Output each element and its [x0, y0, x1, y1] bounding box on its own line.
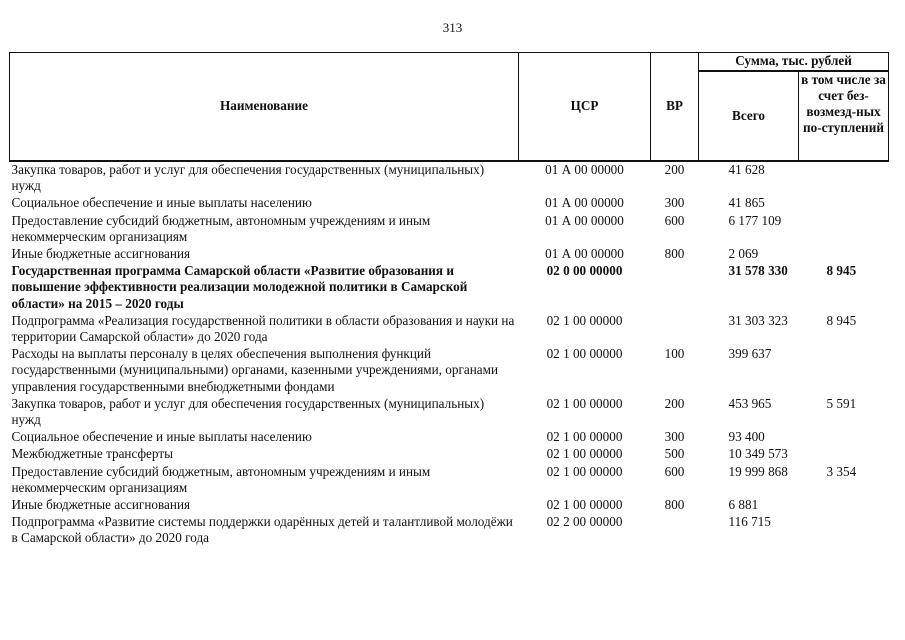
cell-vr: 200: [664, 395, 685, 411]
cell-csr: 01 А 00 00000: [545, 212, 624, 228]
cell-csr: 01 А 00 00000: [545, 195, 624, 211]
cell-vr: [651, 313, 699, 346]
cell-csr: 02 1 00 00000: [546, 346, 623, 362]
cell-csr: 02 1 00 00000: [546, 395, 623, 411]
cell-free: 8 945: [826, 312, 857, 328]
header-vr: ВР: [651, 53, 699, 162]
cell-name: Закупка товаров, работ и услуг для обеспечения государственных (муниципальных) нужд: [11, 395, 485, 428]
table-header: [10, 53, 889, 162]
cell-csr: 02 1 00 00000: [546, 463, 623, 479]
header-name: Наименование: [10, 53, 519, 162]
table-row: [10, 429, 889, 446]
cell-csr: 01 А 00 00000: [545, 162, 624, 177]
cell-total: 19 999 868: [728, 463, 788, 479]
table-body: [10, 161, 889, 548]
cell-free: [799, 429, 889, 446]
cell-free: [799, 346, 889, 396]
cell-name: Расходы на выплаты персоналу в целях обеспечения выполнения функций государственными (муниципальными) органами, казенными учреждениями, органами управления государственными внебюджетными фондами: [11, 346, 499, 394]
cell-free: [799, 514, 889, 547]
cell-free: 8 945: [826, 263, 857, 279]
cell-vr: 600: [664, 463, 685, 479]
cell-total: 31 303 323: [728, 312, 788, 328]
cell-csr: 02 1 00 00000: [546, 446, 623, 462]
cell-free: 5 591: [826, 395, 857, 411]
cell-free: [799, 213, 889, 246]
cell-total: 6 881: [728, 497, 759, 513]
cell-vr: 200: [664, 162, 685, 177]
cell-name: Социальное обеспечение и иные выплаты населению: [11, 429, 312, 445]
cell-name: Подпрограмма «Реализация государственной политики в области образования и науки на территории Самарской области» до 2020 года: [11, 312, 515, 345]
table-row: [10, 263, 889, 313]
cell-vr: [651, 514, 699, 547]
cell-vr: 800: [664, 497, 685, 513]
cell-total: 10 349 573: [728, 446, 788, 462]
cell-free: 3 354: [826, 463, 857, 479]
table-row: [10, 346, 889, 396]
header-free: в том числе за счет без-возмезд-ных по-ступлений: [799, 71, 889, 161]
cell-total: 41 865: [728, 195, 765, 211]
table-row: [10, 497, 889, 514]
table-row: [10, 446, 889, 463]
page-number: 313: [442, 20, 463, 35]
cell-name: Иные бюджетные ассигнования: [11, 246, 191, 262]
cell-free: [799, 246, 889, 263]
cell-total: 453 965: [728, 395, 772, 411]
table-row: [10, 246, 889, 263]
header-sum: Сумма, тыс. рублей: [699, 53, 889, 72]
table-row: [10, 396, 889, 429]
budget-table: [9, 52, 889, 548]
cell-total: 399 637: [728, 346, 772, 362]
cell-name: Социальное обеспечение и иные выплаты населению: [11, 195, 312, 211]
cell-name: Предоставление субсидий бюджетным, автономным учреждениям и иным некоммерческим организациям: [11, 463, 431, 495]
table-row: [10, 161, 889, 195]
cell-vr: 800: [664, 246, 685, 262]
cell-vr: 300: [664, 429, 685, 445]
cell-csr: 02 1 00 00000: [546, 429, 623, 445]
cell-csr: 02 1 00 00000: [546, 312, 623, 328]
cell-name: Государственная программа Самарской области «Развитие образования и повышение эффективности реализации молодежной политики в Самарской области» на 2015 – 2020 годы: [11, 263, 468, 311]
cell-csr: 02 2 00 00000: [546, 514, 623, 530]
cell-vr: 600: [664, 212, 685, 228]
table-row: [10, 313, 889, 346]
cell-name: Подпрограмма «Развитие системы поддержки одарённых детей и талантливой молодёжи в Самарской области» до 2020 года: [11, 514, 513, 546]
cell-csr: 02 1 00 00000: [546, 497, 623, 513]
cell-free: [799, 446, 889, 463]
cell-vr: 100: [664, 346, 685, 362]
cell-total: 41 628: [728, 162, 765, 177]
cell-free: [799, 161, 889, 195]
cell-free: [799, 195, 889, 212]
table-row: [10, 195, 889, 212]
cell-name: Межбюджетные трансферты: [11, 446, 173, 462]
cell-csr: 01 А 00 00000: [545, 246, 624, 262]
cell-name: Предоставление субсидий бюджетным, автономным учреждениям и иным некоммерческим организациям: [11, 212, 431, 244]
cell-total: 6 177 109: [728, 212, 782, 228]
cell-name: Закупка товаров, работ и услуг для обеспечения государственных (муниципальных) нужд: [11, 162, 485, 194]
header-total: Всего: [699, 71, 799, 161]
cell-vr: [651, 263, 699, 313]
cell-name: Иные бюджетные ассигнования: [11, 497, 191, 513]
cell-total: 2 069: [728, 246, 759, 262]
cell-vr: 300: [664, 195, 685, 211]
cell-total: 93 400: [728, 429, 765, 445]
cell-vr: 500: [664, 446, 685, 462]
header-csr: ЦСР: [519, 53, 651, 162]
table-row: [10, 514, 889, 547]
table-row: [10, 213, 889, 246]
cell-total: 31 578 330: [728, 263, 788, 279]
cell-free: [799, 497, 889, 514]
table-row: [10, 464, 889, 497]
cell-csr: 02 0 00 00000: [546, 263, 623, 279]
cell-total: 116 715: [728, 514, 771, 530]
